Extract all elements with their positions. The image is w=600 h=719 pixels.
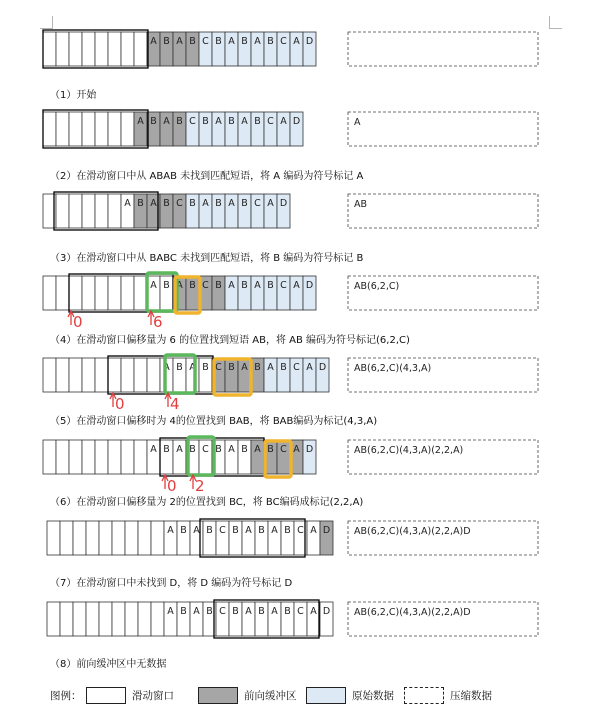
offset-marker-label: 0: [115, 395, 125, 413]
output-box: [348, 32, 538, 66]
cell-char: B: [284, 525, 291, 536]
cell-char: A: [150, 198, 157, 209]
cell-char: C: [202, 280, 209, 291]
data-cell: [43, 358, 56, 392]
cell-char: A: [189, 362, 196, 373]
data-cell: [108, 32, 121, 66]
cell-char: A: [124, 198, 131, 209]
cell-char: D: [279, 198, 288, 209]
cell-char: B: [232, 525, 239, 536]
step-caption: （4）在滑动窗口偏移量为 6 的位置找到短语 AB，将 AB 编码为符号标记(6,2,C): [50, 335, 410, 346]
legend-swatch: [198, 687, 238, 704]
cell-char: B: [267, 36, 274, 47]
data-cell: [108, 194, 121, 228]
cell-char: A: [163, 116, 170, 127]
data-cell: [47, 602, 60, 636]
data-cell: [151, 602, 164, 636]
cell-char: A: [254, 444, 261, 455]
cell-char: D: [305, 444, 314, 455]
data-cell: [95, 440, 108, 474]
output-text: AB(6,2,C)(4,3,A): [354, 363, 432, 374]
cell-char: A: [215, 116, 222, 127]
legend-title: 图例：: [50, 690, 82, 702]
cell-char: C: [280, 36, 287, 47]
data-cell: [86, 521, 99, 555]
cell-char: A: [241, 362, 248, 373]
cell-char: D: [318, 362, 327, 373]
offset-marker-label: 0: [73, 313, 83, 331]
data-cell: [69, 358, 82, 392]
cell-char: A: [267, 362, 274, 373]
data-cell: [95, 112, 108, 146]
cell-char: C: [267, 116, 274, 127]
cell-char: C: [202, 36, 209, 47]
data-cell: [43, 32, 56, 66]
data-cell: [82, 194, 95, 228]
cell-char: B: [215, 36, 222, 47]
data-cell: [95, 32, 108, 66]
cell-char: B: [228, 116, 235, 127]
data-cell: [56, 112, 69, 146]
output-box: [348, 194, 538, 228]
cell-char: B: [176, 362, 183, 373]
cell-char: A: [245, 606, 252, 617]
cell-char: A: [193, 606, 200, 617]
data-cell: [56, 194, 69, 228]
data-cell: [138, 602, 151, 636]
cell-char: B: [258, 525, 265, 536]
legend-label: 前向缓冲区: [244, 690, 297, 702]
data-cell: [82, 112, 95, 146]
data-cell: [108, 112, 121, 146]
cell-char: A: [228, 198, 235, 209]
cell-char: B: [254, 362, 261, 373]
data-cell: [69, 194, 82, 228]
data-cell: [138, 521, 151, 555]
cell-char: D: [322, 606, 331, 617]
offset-marker-label: 4: [170, 395, 180, 413]
data-cell: [43, 440, 56, 474]
output-text: AB(6,2,C): [354, 281, 400, 292]
cell-char: B: [215, 444, 222, 455]
cell-char: A: [228, 36, 235, 47]
cell-char: B: [163, 198, 170, 209]
cell-char: B: [228, 362, 235, 373]
data-cell: [121, 440, 134, 474]
data-cell: [69, 112, 82, 146]
cell-char: B: [137, 198, 144, 209]
data-cell: [43, 276, 56, 310]
cell-char: B: [267, 280, 274, 291]
cell-char: B: [258, 606, 265, 617]
data-cell: [60, 521, 73, 555]
cell-char: A: [310, 606, 317, 617]
cell-char: B: [267, 444, 274, 455]
legend-swatch: [86, 687, 126, 704]
cell-char: B: [280, 362, 287, 373]
data-cell: [121, 32, 134, 66]
cell-char: C: [215, 362, 222, 373]
cell-char: C: [254, 198, 261, 209]
step-caption: （2）在滑动窗口中从 ABAB 未找到匹配短语，将 A 编码为符号标记 A: [50, 171, 364, 182]
data-cell: [108, 276, 121, 310]
cell-char: B: [180, 525, 187, 536]
output-text: AB(6,2,C)(4,3,A)(2,2,A): [354, 445, 464, 456]
cell-char: C: [219, 525, 226, 536]
cell-char: C: [202, 444, 209, 455]
data-cell: [82, 276, 95, 310]
cell-char: B: [215, 280, 222, 291]
cell-char: A: [280, 116, 287, 127]
cell-char: A: [176, 444, 183, 455]
data-cell: [125, 602, 138, 636]
output-box: [348, 112, 538, 146]
cell-char: B: [176, 116, 183, 127]
cell-char: B: [284, 606, 291, 617]
offset-marker-label: 2: [195, 477, 205, 495]
data-cell: [99, 521, 112, 555]
step-caption: （3）在滑动窗口中从 BABC 未找到匹配短语，将 B 编码为符号标记 B: [50, 253, 364, 264]
cell-char: B: [241, 198, 248, 209]
cell-char: A: [241, 116, 248, 127]
legend-label: 压缩数据: [450, 690, 492, 702]
cell-char: B: [241, 36, 248, 47]
legend-label: 滑动窗口: [132, 690, 174, 702]
cell-char: A: [167, 606, 174, 617]
cell-char: A: [150, 444, 157, 455]
data-cell: [134, 440, 147, 474]
cell-char: A: [150, 36, 157, 47]
cell-char: B: [206, 606, 213, 617]
cell-char: A: [202, 198, 209, 209]
step-caption: （7）在滑动窗口中未找到 D，将 D 编码为符号标记 D: [50, 578, 293, 589]
cell-char: B: [202, 116, 209, 127]
data-cell: [95, 358, 108, 392]
step-caption: （6）在滑动窗口偏移量为 2的位置找到 BC，将 BC编码成标记(2,2,A): [50, 497, 364, 508]
data-cell: [82, 440, 95, 474]
data-cell: [147, 358, 160, 392]
cell-char: A: [163, 362, 170, 373]
cell-char: B: [241, 280, 248, 291]
cell-char: B: [232, 606, 239, 617]
data-cell: [86, 602, 99, 636]
data-cell: [134, 276, 147, 310]
data-cell: [47, 521, 60, 555]
cell-char: C: [280, 280, 287, 291]
data-cell: [73, 602, 86, 636]
cell-char: B: [150, 116, 157, 127]
cell-char: B: [189, 280, 196, 291]
cell-char: B: [189, 198, 196, 209]
data-cell: [69, 440, 82, 474]
cell-char: A: [271, 525, 278, 536]
page-corner-mark: [40, 16, 53, 29]
step-caption: （5）在滑动窗口偏移时为 4的位置找到 BAB，将 BAB编码为标记(4,3,A): [50, 416, 378, 427]
output-text: AB: [354, 199, 368, 210]
cell-char: C: [280, 444, 287, 455]
cell-char: D: [305, 36, 314, 47]
cell-char: D: [305, 280, 314, 291]
data-cell: [125, 521, 138, 555]
data-cell: [56, 32, 69, 66]
cell-char: B: [180, 606, 187, 617]
data-cell: [60, 602, 73, 636]
cell-char: C: [297, 606, 304, 617]
data-cell: [73, 521, 86, 555]
cell-char: C: [293, 362, 300, 373]
data-cell: [43, 112, 56, 146]
cell-char: B: [215, 198, 222, 209]
page-corner-mark: [549, 16, 562, 29]
cell-char: C: [297, 525, 304, 536]
cell-char: A: [193, 525, 200, 536]
cell-char: C: [189, 116, 196, 127]
data-cell: [95, 276, 108, 310]
offset-marker-label: 6: [153, 313, 163, 331]
cell-char: A: [228, 280, 235, 291]
cell-char: A: [176, 36, 183, 47]
data-cell: [121, 358, 134, 392]
cell-char: A: [228, 444, 235, 455]
cell-char: D: [292, 116, 301, 127]
cell-char: A: [293, 280, 300, 291]
cell-char: A: [150, 280, 157, 291]
cell-char: B: [189, 444, 196, 455]
cell-char: B: [163, 280, 170, 291]
cell-char: B: [202, 362, 209, 373]
cell-char: A: [176, 280, 183, 291]
data-cell: [56, 276, 69, 310]
cell-char: A: [254, 280, 261, 291]
cell-char: C: [176, 198, 183, 209]
output-text: A: [354, 117, 361, 128]
cell-char: A: [293, 36, 300, 47]
cell-char: B: [241, 444, 248, 455]
data-cell: [108, 358, 121, 392]
data-cell: [112, 521, 125, 555]
legend-swatch: [306, 687, 346, 704]
cell-char: D: [322, 525, 331, 536]
output-text: AB(6,2,C)(4,3,A)(2,2,A)D: [354, 526, 471, 537]
cell-char: A: [245, 525, 252, 536]
cell-char: B: [254, 116, 261, 127]
legend-label: 原始数据: [352, 690, 394, 702]
step-caption: （8）前向缓冲区中无数据: [50, 659, 167, 670]
data-cell: [112, 602, 125, 636]
data-cell: [56, 440, 69, 474]
cell-char: A: [267, 198, 274, 209]
cell-char: C: [219, 606, 226, 617]
data-cell: [121, 276, 134, 310]
legend-swatch: [404, 687, 444, 704]
data-cell: [82, 358, 95, 392]
data-cell: [69, 32, 82, 66]
data-cell: [121, 112, 134, 146]
data-cell: [151, 521, 164, 555]
step-caption: （1）开始: [50, 90, 97, 101]
cell-char: B: [163, 36, 170, 47]
cell-char: A: [306, 362, 313, 373]
data-cell: [99, 602, 112, 636]
cell-char: B: [189, 36, 196, 47]
cell-char: A: [137, 116, 144, 127]
data-cell: [82, 32, 95, 66]
output-text: AB(6,2,C)(4,3,A)(2,2,A)D: [354, 607, 471, 618]
offset-marker-label: 0: [167, 477, 177, 495]
data-cell: [134, 358, 147, 392]
data-cell: [134, 32, 147, 66]
data-cell: [95, 194, 108, 228]
data-cell: [108, 440, 121, 474]
cell-char: A: [167, 525, 174, 536]
cell-char: A: [310, 525, 317, 536]
data-cell: [69, 276, 82, 310]
cell-char: B: [163, 444, 170, 455]
cell-char: A: [254, 36, 261, 47]
cell-char: A: [293, 444, 300, 455]
cell-char: A: [271, 606, 278, 617]
cell-char: B: [206, 525, 213, 536]
data-cell: [56, 358, 69, 392]
